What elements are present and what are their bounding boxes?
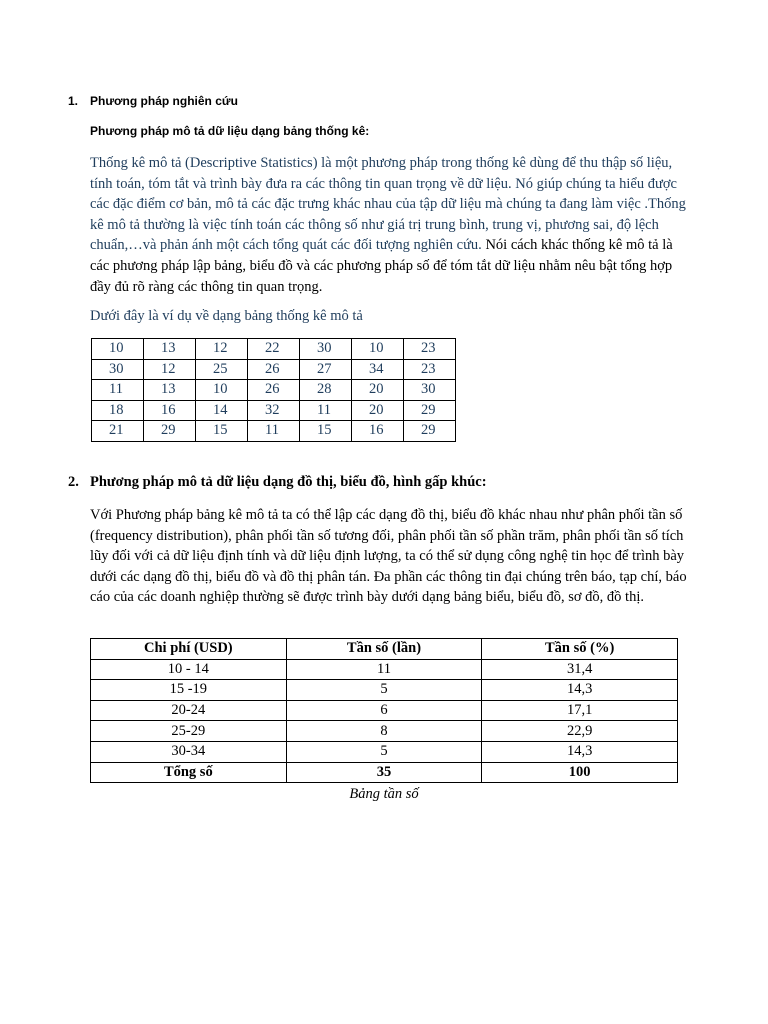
table-cell: 34 <box>352 359 404 380</box>
table-cell: 5 <box>286 680 482 701</box>
table-cell: 22,9 <box>482 721 678 742</box>
table-cell: 14,3 <box>482 741 678 762</box>
table-cell: 32 <box>248 400 300 421</box>
table-cell: 20 <box>352 380 404 401</box>
table-cell: 5 <box>286 741 482 762</box>
table-cell: 11 <box>286 659 482 680</box>
table-cell: 28 <box>300 380 352 401</box>
table-cell: 13 <box>144 339 196 360</box>
table-cell: 6 <box>286 700 482 721</box>
table-cell: 30-34 <box>91 741 287 762</box>
section-1-paragraph <box>90 153 695 297</box>
table-intro-text: Dưới đây là ví dụ về dạng bảng thống kê mô tả <box>90 308 363 324</box>
table-row <box>91 700 678 721</box>
table-cell: 12 <box>144 359 196 380</box>
total-cell: Tổng số <box>91 762 287 783</box>
section-1-subtitle: Phương pháp mô tả dữ liệu dạng bảng thống kê: <box>90 124 370 138</box>
section-2-heading <box>68 474 487 491</box>
table-row <box>92 421 456 442</box>
table-cell: 14 <box>196 400 248 421</box>
header-frequency: Tần số (lần) <box>286 639 482 660</box>
table-row <box>91 741 678 762</box>
section-1-title: Phương pháp nghiên cứu <box>90 94 238 108</box>
table-cell: 11 <box>248 421 300 442</box>
table-row <box>92 380 456 401</box>
paragraph-black-text: Nói cách khác thống kê mô tả là các phương pháp lập bảng, biểu đồ và các phương pháp số để tóm tắt dữ liệu nhằm nêu bật tổng hợp đầy đủ rõ ràng các thông tin quan trọng. <box>90 237 673 295</box>
section-1-number: 1. <box>68 94 79 108</box>
table-cell: 22 <box>248 339 300 360</box>
table-cell: 25 <box>196 359 248 380</box>
table-cell: 11 <box>300 400 352 421</box>
table-cell: 11 <box>92 380 144 401</box>
table-row <box>91 721 678 742</box>
header-percent: Tần số (%) <box>482 639 678 660</box>
section-1-heading <box>68 94 238 108</box>
table-cell: 13 <box>144 380 196 401</box>
table-cell: 23 <box>404 339 456 360</box>
table-cell: 16 <box>352 421 404 442</box>
table-cell: 20-24 <box>91 700 287 721</box>
section-2-title: Phương pháp mô tả dữ liệu dạng đồ thị, biểu đồ, hình gấp khúc: <box>90 474 487 490</box>
table-cell: 30 <box>404 380 456 401</box>
total-row <box>91 762 678 783</box>
table-row <box>92 359 456 380</box>
table-cell: 10 <box>196 380 248 401</box>
total-cell: 100 <box>482 762 678 783</box>
table-cell: 15 -19 <box>91 680 287 701</box>
table-cell: 15 <box>300 421 352 442</box>
table-cell: 31,4 <box>482 659 678 680</box>
table-cell: 29 <box>404 400 456 421</box>
table-cell: 29 <box>144 421 196 442</box>
table-cell: 8 <box>286 721 482 742</box>
table-cell: 29 <box>404 421 456 442</box>
table-cell: 18 <box>92 400 144 421</box>
table-row <box>92 339 456 360</box>
frequency-table <box>90 638 678 783</box>
table-cell: 21 <box>92 421 144 442</box>
table-cell: 26 <box>248 380 300 401</box>
table-cell: 12 <box>196 339 248 360</box>
paragraph-blue-text: Thống kê mô tả (Descriptive Statistics) là một phương pháp trong thống kê dùng để thu thập số liệu, tính toán, tóm tắt và trình bày đưa ra các thông tin quan trọng về dữ liệu. Nó giúp chúng ta hiểu được các đặc điểm cơ bản, mô tả các đặc trưng khác nhau của tập dữ liệu mà chúng ta đang làm việc .Thống kê mô tả thường là việc tính toán các thông số như giá trị trung bình, trung vị, phương sai, độ lệch chuẩn,…và phản ánh một cách tổng quát các đối tượng nghiên cứu. <box>90 155 686 254</box>
descriptive-stats-table <box>91 338 456 442</box>
table-cell: 10 <box>352 339 404 360</box>
table-cell: 30 <box>300 339 352 360</box>
table-cell: 25-29 <box>91 721 287 742</box>
table-cell: 27 <box>300 359 352 380</box>
table-cell: 16 <box>144 400 196 421</box>
table-row <box>91 680 678 701</box>
table-cell: 15 <box>196 421 248 442</box>
table-cell: 10 - 14 <box>91 659 287 680</box>
table-cell: 17,1 <box>482 700 678 721</box>
section-2-paragraph: Với Phương pháp bảng kê mô tả ta có thể lập các dạng đồ thị, biểu đồ khác nhau như phân phối tần số (frequency distribution), phân phối tần số tương đối, phân phối tần số phần trăm, phân phối tần số tích lũy đối với cả dữ liệu định tính và dữ liệu định lượng, ta có thể sử dụng công nghệ tin học để trình bày dưới các dạng đồ thị, biểu đồ và đồ thị phân tán. Đa phần các thông tin đại chúng trên báo, tạp chí, báo cáo của các doanh nghiệp thường sẽ được trình bày dưới dạng bảng biểu, biểu đồ, sơ đồ, đồ thị. <box>90 507 687 606</box>
total-cell: 35 <box>286 762 482 783</box>
table-cell: 10 <box>92 339 144 360</box>
section-2-number: 2. <box>68 474 79 490</box>
table-row <box>91 659 678 680</box>
table-row <box>92 400 456 421</box>
frequency-table-header-row <box>91 639 678 660</box>
table-cell: 23 <box>404 359 456 380</box>
header-cost: Chi phí (USD) <box>91 639 287 660</box>
table-cell: 14,3 <box>482 680 678 701</box>
table-caption: Bảng tần số <box>349 786 419 802</box>
table-cell: 30 <box>92 359 144 380</box>
table-cell: 20 <box>352 400 404 421</box>
table-cell: 26 <box>248 359 300 380</box>
